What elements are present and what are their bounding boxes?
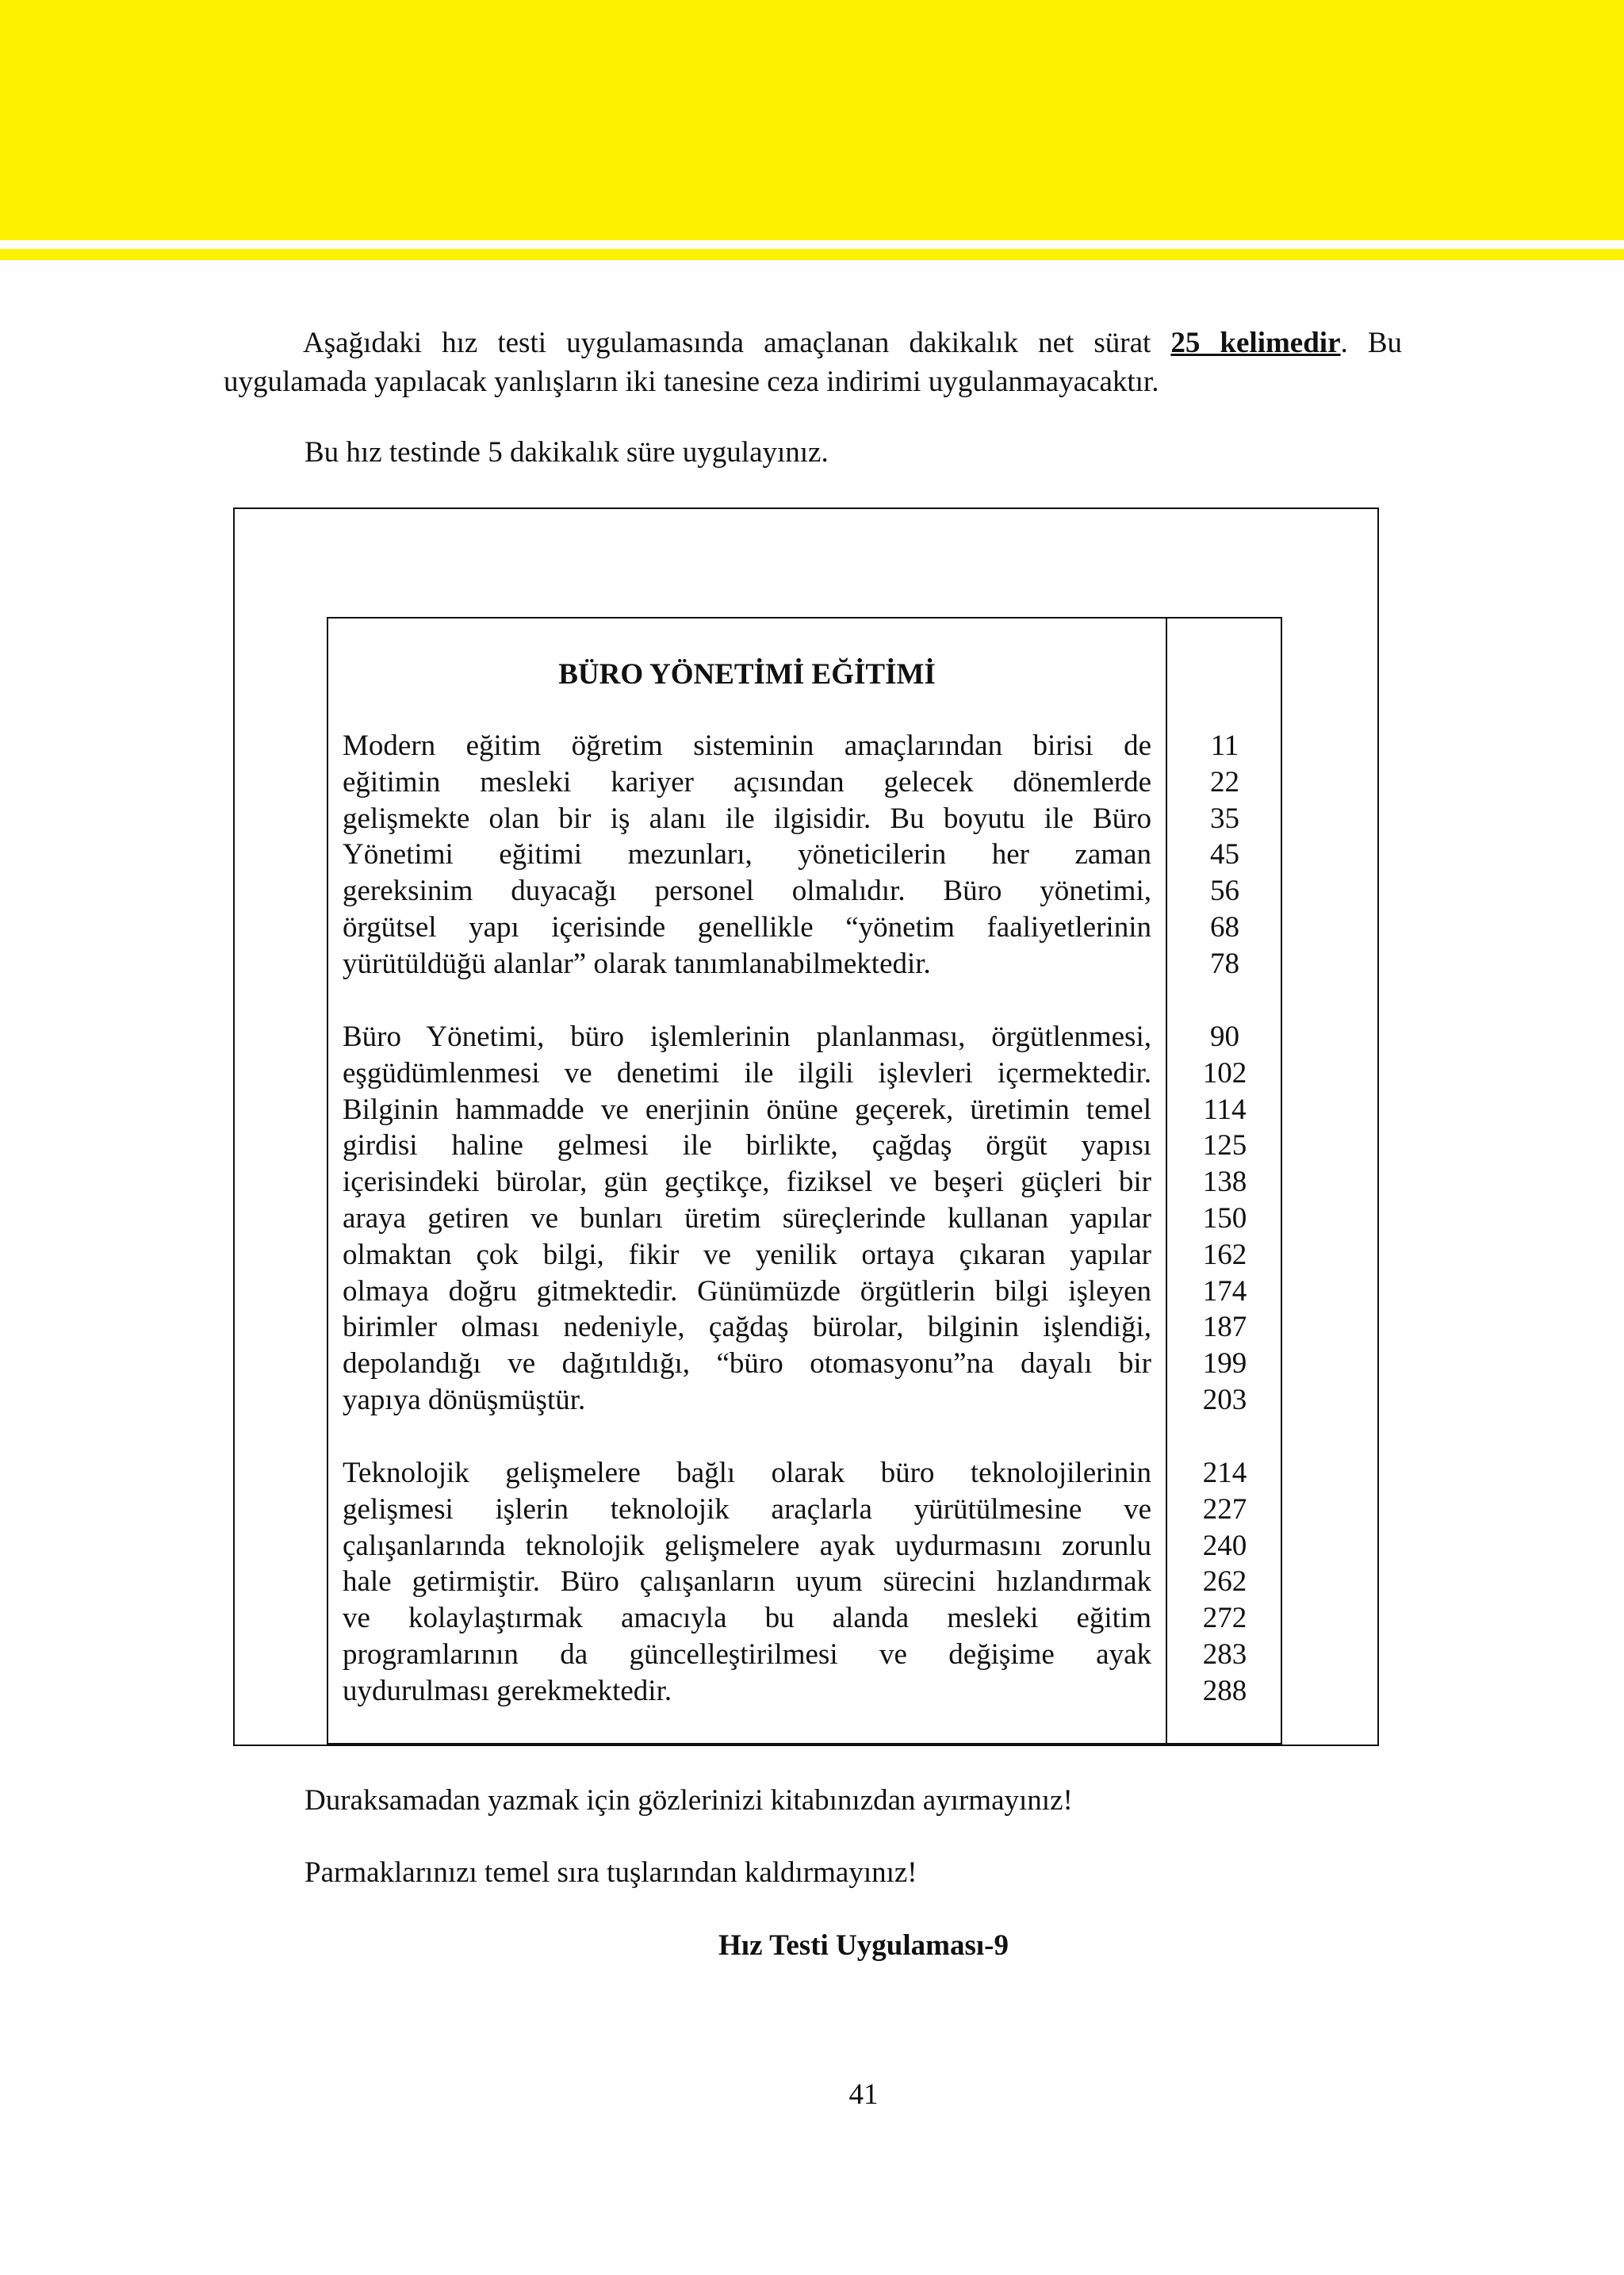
word-count: 90 [1210,1021,1239,1053]
text-line: girdisi haline gelmesi ile birlikte, çağdaş örgüt yapısı [343,1129,1151,1162]
tip-home-row: Parmaklarınızı temel sıra tuşlarından kaldırmayınız! [304,1856,917,1889]
text-line: Teknolojik gelişmelere bağlı olarak büro teknolojilerinin [343,1457,1151,1489]
text-line: gelişmekte olan bir iş alanı ile ilgisidir. Bu boyutu ile Büro [343,802,1151,835]
header-stripe [0,249,1624,260]
word-count: 227 [1202,1492,1247,1526]
text-line: Modern eğitim öğretim sisteminin amaçlarından birisi de [343,730,1151,762]
paragraph-3 [343,1455,1151,1710]
word-count: 35 [1210,802,1239,835]
text-line: çalışanlarında teknolojik gelişmelere ayak uydurmasını zorunlu [343,1529,1151,1562]
text-line: yapıya dönüşmüştür. [343,1383,586,1416]
text-line: programlarının da güncelleştirilmesi ve değişime ayak [343,1637,1151,1671]
word-count: 288 [1202,1674,1247,1707]
target-speed: 25 kelimedir [1170,327,1341,359]
text-line: yürütüldüğü alanlar” olarak tanımlanabilmektedir. [343,947,931,980]
text-line: olmaktan çok bilgi, fikir ve yenilik ortaya çıkaran yapılar [343,1238,1151,1271]
text-line: içerisindeki bürolar, gün geçtikçe, fiziksel ve beşeri güçleri bir [343,1166,1151,1199]
word-count: 240 [1202,1529,1247,1562]
word-count: 214 [1202,1457,1247,1489]
paragraph-1 [343,728,1151,982]
word-count: 68 [1210,910,1239,944]
tip-eyes: Duraksamadan yazmak için gözlerinizi kitabınızdan ayırmayınız! [304,1784,1073,1817]
text-line: araya getiren ve bunları üretim süreçlerinde kullanan yapılar [343,1201,1151,1235]
intro-instructions [224,324,1402,401]
word-count: 78 [1210,947,1239,980]
word-count: 22 [1210,765,1239,799]
text-line: depolandığı ve dağıtıldığı, “büro otomasyonu”na dayalı bir [343,1347,1151,1381]
header-banner [0,0,1624,240]
intro-text-before: Aşağıdaki hız testi uygulamasında amaçlanan dakikalık net sürat [303,327,1151,359]
intro-text-after: . Bu uygulamada yapılacak yanlışların iki tanesine ceza indirimi uygulanmayacaktır. [224,327,1403,398]
intro-duration: Bu hız testinde 5 dakikalık süre uygulayınız. [304,436,829,469]
text-line: gelişmesi işlerin teknolojik araçlarla yürütülmesine ve [343,1492,1151,1526]
word-count: 11 [1210,730,1239,762]
text-line: uydurulması gerekmektedir. [343,1674,672,1707]
exercise-label: Hız Testi Uygulaması-9 [718,1929,1009,1962]
word-count: 283 [1202,1637,1247,1671]
text-line: Büro Yönetimi, büro işlemlerinin planlanması, örgütlenmesi, [343,1021,1151,1053]
word-count: 138 [1202,1166,1247,1199]
exercise-title: BÜRO YÖNETİMİ EĞİTİMİ [558,658,936,691]
word-count: 174 [1202,1274,1247,1308]
text-line: olmaya doğru gitmektedir. Günümüzde örgütlerin bilgi işleyen [343,1274,1151,1308]
text-line: birimler olması nedeniyle, çağdaş bürolar, bilginin işlendiği, [343,1311,1151,1344]
word-count: 272 [1202,1602,1247,1635]
text-line: eşgüdümlenmesi ve denetimi ile ilgili işlevleri içermektedir. [343,1056,1151,1090]
text-line: hale getirmiştir. Büro çalışanların uyum sürecini hızlandırmak [343,1565,1151,1599]
word-count: 45 [1210,838,1239,871]
word-count: 114 [1203,1093,1247,1126]
text-line: ve kolaylaştırmak amacıyla bu alanda mesleki eğitim [343,1602,1151,1635]
text-line: eğitimin mesleki kariyer açısından gelecek dönemlerde [343,765,1151,799]
text-line: Bilginin hammadde ve enerjinin önüne geçerek, üretimin temel [343,1093,1151,1126]
word-count: 187 [1202,1311,1247,1344]
word-counts-1 [1167,728,1282,982]
word-counts-3 [1167,1455,1282,1710]
word-count: 162 [1202,1238,1247,1271]
word-count: 102 [1202,1056,1247,1090]
header-divider [0,240,1624,249]
word-count: 125 [1202,1129,1247,1162]
text-line: Yönetimi eğitimi mezunları, yöneticilerin her zaman [343,838,1151,871]
text-line: gereksinim duyacağı personel olmalıdır. Büro yönetimi, [343,875,1151,908]
word-counts-2 [1167,1019,1282,1419]
page-number: 41 [848,2078,879,2111]
text-line: örgütsel yapı içerisinde genellikle “yönetim faaliyetlerinin [343,910,1151,944]
word-count: 199 [1202,1347,1247,1381]
word-count: 150 [1202,1201,1247,1235]
word-count: 203 [1202,1383,1247,1416]
word-count: 262 [1202,1565,1247,1599]
paragraph-2 [343,1019,1151,1419]
word-count: 56 [1210,875,1239,908]
